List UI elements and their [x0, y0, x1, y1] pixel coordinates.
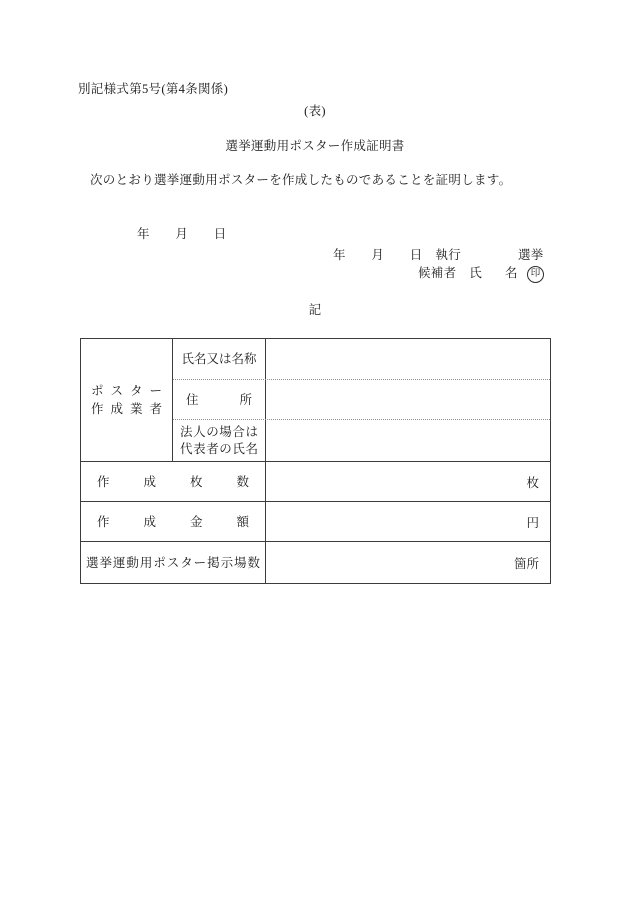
form-number-label: 別記様式第5号(第4条関係)	[78, 82, 229, 96]
maker-address-value-cell	[266, 380, 550, 419]
maker-address-label-cell	[173, 380, 266, 419]
amount-row	[81, 502, 550, 542]
maker-name-value-cell	[266, 339, 550, 379]
election-date-executed: 年 月 日 執行	[333, 248, 462, 262]
seal-icon: 印	[527, 266, 544, 283]
poster-maker-table	[80, 338, 551, 584]
document-title: 選挙運動用ポスター作成証明書	[225, 139, 405, 153]
amount-value-cell	[266, 502, 550, 541]
display-sites-unit: 箇所	[513, 556, 539, 571]
maker-address-label: 住所	[186, 392, 252, 407]
election-label: 選挙	[518, 248, 544, 262]
maker-name-row	[173, 339, 550, 380]
maker-name-label-cell	[173, 339, 266, 379]
maker-label-line1: ポスター	[91, 384, 162, 398]
copies-label-cell	[81, 462, 266, 501]
maker-representative-label-line2: 代表者の氏名	[180, 441, 258, 456]
amount-label: 作成金額	[97, 514, 249, 529]
record-marker: 記	[308, 303, 322, 317]
maker-section	[81, 339, 550, 462]
maker-label-cell	[81, 339, 173, 461]
maker-representative-row	[173, 420, 550, 461]
display-sites-row	[81, 542, 550, 583]
maker-sub-rows	[173, 339, 550, 461]
maker-name-label: 氏名又は名称	[181, 352, 257, 366]
copies-unit: 枚	[526, 475, 539, 490]
side-label: (表)	[304, 104, 326, 118]
maker-address-row	[173, 380, 550, 420]
display-sites-label: 選挙運動用ポスター掲示場数	[86, 555, 260, 570]
copies-value-cell	[266, 462, 550, 501]
candidate-label: 候補者 氏	[418, 266, 483, 280]
name-label: 名	[505, 266, 518, 280]
display-sites-value-cell	[266, 542, 550, 583]
display-sites-label-cell	[81, 542, 266, 583]
amount-unit: 円	[526, 515, 539, 530]
copies-row	[81, 462, 550, 502]
issue-date-line: 年 月 日	[137, 227, 227, 241]
maker-representative-value-cell	[266, 420, 550, 461]
copies-label: 作成枚数	[97, 474, 249, 489]
maker-label-line2: 作成業者	[91, 402, 162, 416]
amount-label-cell	[81, 502, 266, 541]
certification-statement: 次のとおり選挙運動用ポスターを作成したものであることを証明します。	[90, 173, 512, 187]
maker-representative-label-line1: 法人の場合は	[180, 424, 258, 439]
maker-representative-label-cell	[173, 420, 266, 461]
